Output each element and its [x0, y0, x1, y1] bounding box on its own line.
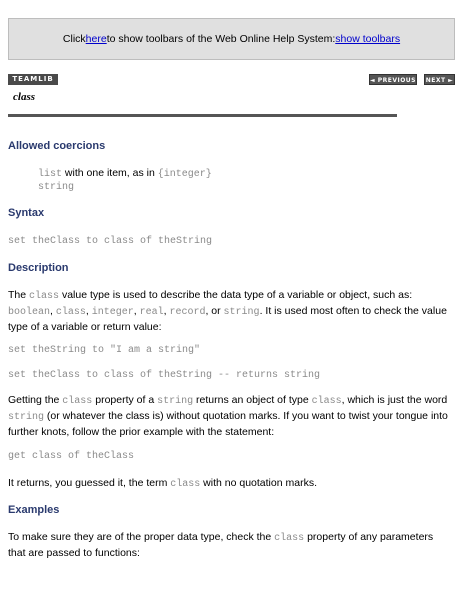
banner-text: to show toolbars of the Web Online Help System:	[106, 33, 336, 45]
examples-paragraph: To make sure they are of the proper data type, check the class property of any parameters that are passed to functions:	[8, 531, 434, 559]
description-paragraph-2: Getting the class property of a string returns an object of type class, which is just the word string (or whatever the class is) without quotation marks. If you want to twist your tongue into further knots, follow the prior example with the statement:	[8, 394, 448, 438]
code-syntax: set theClass to class of theString	[8, 236, 213, 247]
description-paragraph-3: It returns, you guessed it, the term class with no quotation marks.	[8, 477, 317, 490]
description-paragraph-1: The class value type is used to describe the data type of a variable or object, such as: boolean, class, integer, real, record, or string. It is used most often to check the value type of a variable or return value:	[8, 289, 447, 333]
code-example: set theClass to class of theString -- returns string	[8, 370, 321, 381]
coercion-item: string	[38, 182, 75, 193]
toolbar-banner	[8, 18, 455, 60]
heading-description: Description	[8, 262, 69, 274]
heading-examples: Examples	[8, 504, 60, 516]
divider	[8, 114, 397, 117]
code-example: set theString to "I am a string"	[8, 345, 201, 356]
heading-syntax: Syntax	[8, 207, 45, 219]
next-button[interactable]: NEXT ►	[424, 74, 455, 85]
banner-text: Click	[62, 33, 86, 45]
coercion-item: list with one item, as in {integer}	[38, 167, 212, 180]
heading-allowed-coercions: Allowed coercions	[8, 140, 106, 152]
page-title: class	[13, 91, 35, 103]
show-toolbars-link[interactable]: show toolbars	[335, 33, 401, 45]
here-link[interactable]: here	[85, 33, 107, 45]
code-example: get class of theClass	[8, 451, 135, 462]
teamlib-logo[interactable]: TEAMLIB	[8, 74, 58, 85]
previous-button[interactable]: ◄ PREVIOUS	[369, 74, 417, 85]
